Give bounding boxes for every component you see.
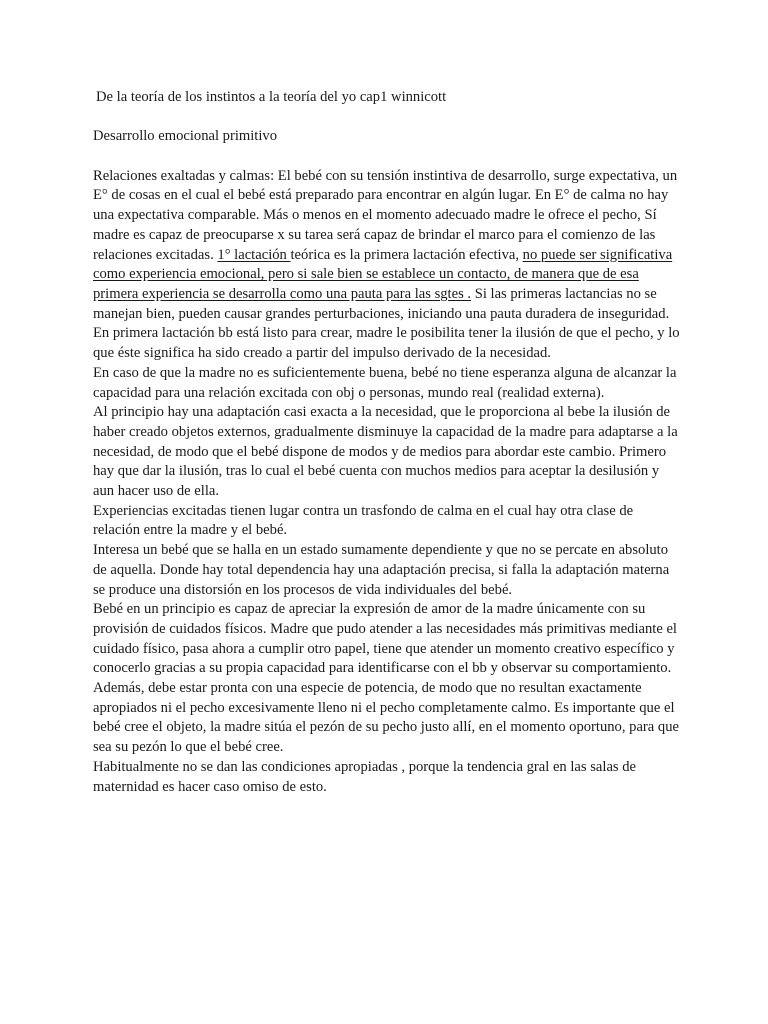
paragraph: Al principio hay una adaptación casi exacta a la necesidad, que le proporciona al bebe la ilusión de haber creado objetos externos, gradualmente disminuye la capacidad de la madre para adaptarse a la necesidad, de modo que el bebé dispone de modos y de medios para abordar este cambio. Primero hay que dar la ilusión, tras lo cual el bebé cuenta con muchos medios para aceptar la desilusión y aun hacer uso de ella. bbox=[93, 404, 678, 500]
document-body bbox=[93, 167, 683, 798]
paragraph-text: Si las primeras lactancias no se manejan bien, pueden causar grandes perturbaciones, iniciando una pauta duradera de inseguridad. bbox=[93, 286, 670, 322]
paragraph: Habitualmente no se dan las condiciones apropiadas , porque la tendencia gral en las salas de maternidad es hacer caso omiso de esto. bbox=[93, 758, 637, 795]
document-page bbox=[93, 88, 683, 797]
paragraph: Interesa un bebé que se halla en un estado sumamente dependiente y que no se percate en absoluto de aquella. Donde hay total dependencia hay una adaptación precisa, si falla la adaptación materna se produce una distorsión en los procesos de vida individuales del bebé. bbox=[93, 542, 670, 598]
underlined-text: no puede ser significativa como experiencia emocional, pero si sale bien se establece un contacto, de manera que de esa primera experiencia se desarrolla como una pauta para las sgtes . bbox=[93, 246, 673, 302]
paragraph: Bebé en un principio es capaz de apreciar la expresión de amor de la madre únicamente con su provisión de cuidados físicos. Madre que pudo atender a las necesidades más primitivas mediante el cuidado físico, pasa ahora a cumplir otro papel, tiene que atender un momento creativo específico y conocerlo gracias a su propia capacidad para identificarse con el bb y observar su comportamiento. Además, debe estar pronta con una especie de potencia, de modo que no resultan exactamente apropiados ni el pecho excesivamente lleno ni el pecho completamente calmo. Es importante que el bebé cree el objeto, la madre sitúa el pezón de su pecho justo allí, en el momento oportuno, para que sea su pezón lo que el bebé cree. bbox=[93, 601, 679, 756]
document-title: De la teoría de los instintos a la teoría del yo cap1 winnicott bbox=[96, 89, 447, 105]
paragraph-text: teórica es la primera lactación efectiva, bbox=[290, 246, 523, 263]
paragraph: En caso de que la madre no es suficientemente buena, bebé no tiene esperanza alguna de alcanzar la capacidad para una relación excitada con obj o personas, mundo real (realidad externa). bbox=[93, 364, 677, 401]
document-subtitle: Desarrollo emocional primitivo bbox=[93, 128, 277, 145]
paragraph: Experiencias excitadas tienen lugar contra un trasfondo de calma en el cual hay otra clase de relación entre la madre y el bebé. bbox=[93, 502, 634, 539]
paragraph-relaciones-exaltadas bbox=[93, 167, 683, 325]
paragraph-text: Relaciones exaltadas y calmas: El bebé con su tensión instintiva de desarrollo, surge expectativa, un E° de cosas en el cual el bebé está preparado para encontrar en algún lugar. En E° de calma no hay una expectativa comparable. Más o menos en el momento adecuado madre le ofrece el pecho, Sí madre es capaz de preocuparse x su tarea será capaz de brindar el marco para el comienzo de las relaciones excitadas. bbox=[93, 167, 678, 263]
paragraph: En primera lactación bb está listo para crear, madre le posibilita tener la ilusión de que el pecho, y lo que éste significa ha sido creado a partir del impulso derivado de la necesidad. bbox=[93, 325, 680, 362]
underlined-text: 1° lactación bbox=[217, 246, 291, 263]
